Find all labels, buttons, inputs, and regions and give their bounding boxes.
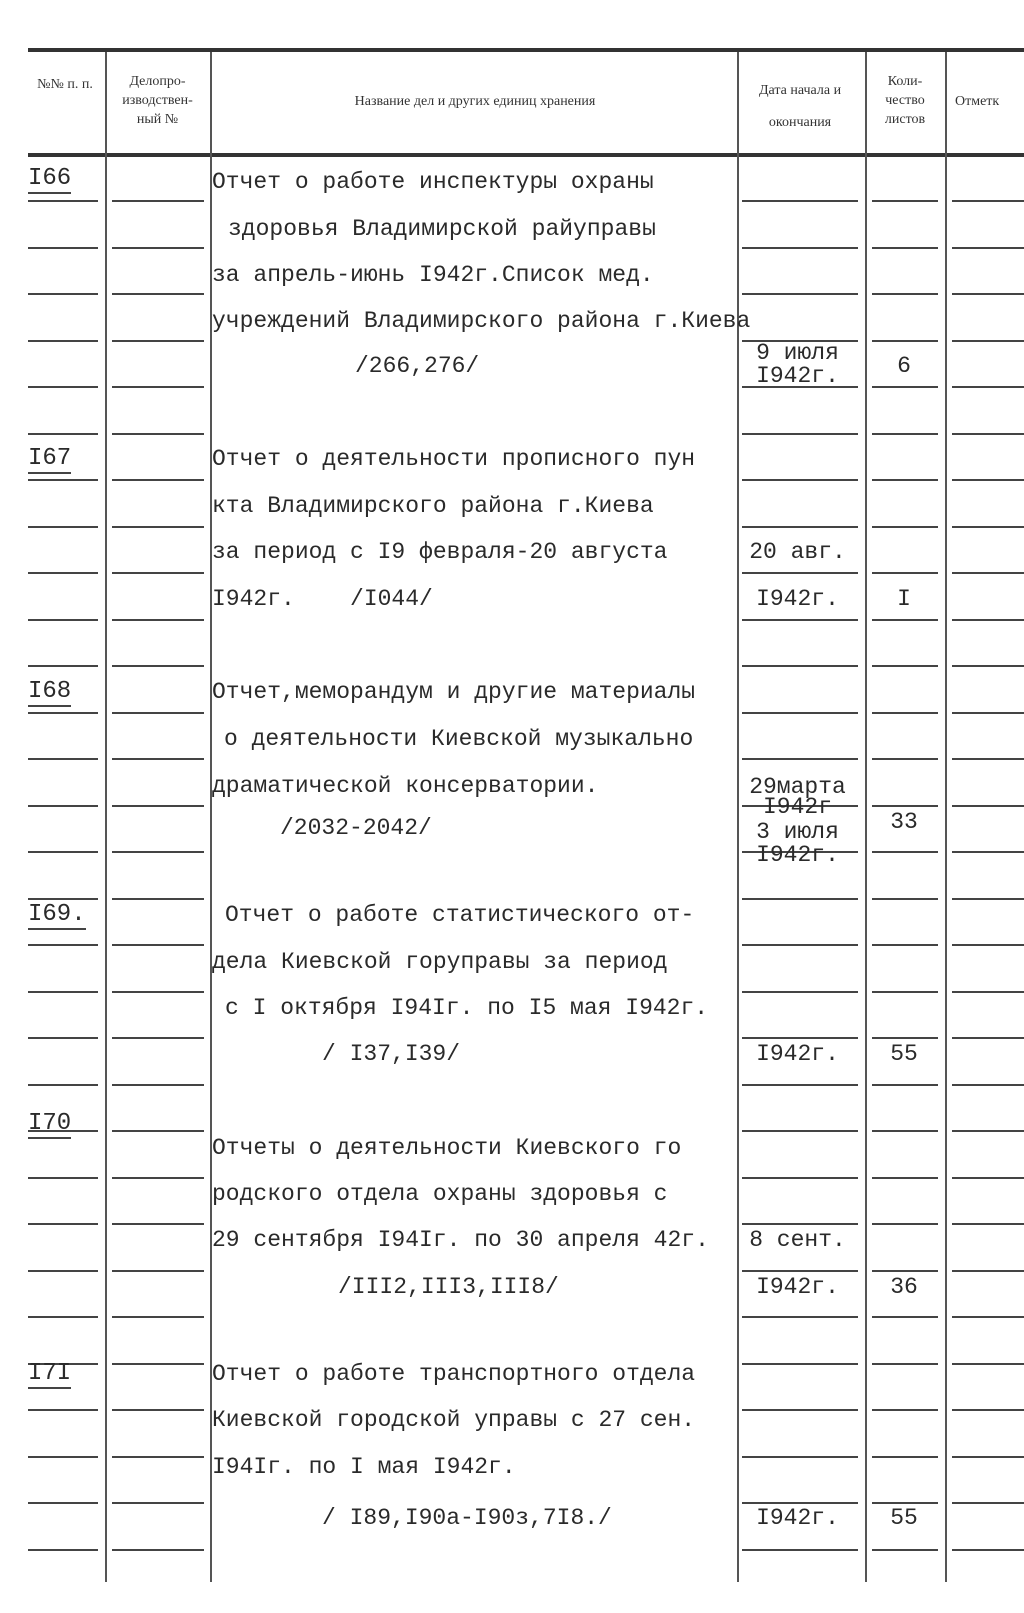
entry-title-line: родского отдела охраны здоровья с	[212, 1181, 668, 1207]
row-rule	[872, 1130, 938, 1132]
row-rule	[742, 898, 858, 900]
row-rule	[112, 1130, 204, 1132]
row-rule	[872, 898, 938, 900]
entry-title-line: за период с I9 февраля-20 августа	[212, 539, 668, 565]
row-rule	[742, 1130, 858, 1132]
row-rule	[742, 944, 858, 946]
entry-date: 29марта	[749, 774, 846, 800]
row-rule	[28, 805, 98, 807]
row-rule	[952, 1363, 1024, 1365]
entry-title-line: I94Iг. по I мая I942г.	[212, 1454, 516, 1480]
row-rule	[742, 1409, 858, 1411]
row-rule	[28, 1409, 98, 1411]
entry-title-line: /2032-2042/	[280, 815, 432, 841]
entry-date: I942г.	[756, 363, 839, 389]
entry-title-line: драматической консерватории.	[212, 773, 599, 799]
row-rule	[872, 991, 938, 993]
row-rule	[112, 293, 204, 295]
row-rule	[742, 293, 858, 295]
row-rule	[872, 200, 938, 202]
row-rule	[872, 1363, 938, 1365]
row-rule	[112, 340, 204, 342]
row-rule	[28, 898, 98, 900]
row-rule	[952, 805, 1024, 807]
row-rule	[872, 1456, 938, 1458]
row-rule	[952, 1409, 1024, 1411]
entry-sheet-count: 6	[897, 353, 911, 379]
row-rule	[742, 665, 858, 667]
row-rule	[28, 1549, 98, 1551]
row-rule	[952, 479, 1024, 481]
row-rule	[952, 1316, 1024, 1318]
entry-number: I7I	[28, 1360, 72, 1387]
column-divider	[737, 52, 739, 1582]
row-rule	[952, 712, 1024, 714]
row-rule	[952, 619, 1024, 621]
row-rule	[112, 1270, 204, 1272]
row-rule	[28, 479, 98, 481]
entry-title-line: здоровья Владимирской райуправы	[228, 216, 656, 242]
header-col-office-num: Делопро- изводствен- ный №	[122, 74, 193, 127]
row-rule	[952, 1456, 1024, 1458]
row-rule	[952, 1130, 1024, 1132]
row-rule	[112, 247, 204, 249]
row-rule	[112, 1363, 204, 1365]
row-rule	[742, 1549, 858, 1551]
row-rule	[112, 1084, 204, 1086]
entry-date: I942г.	[756, 842, 839, 868]
row-rule	[742, 1223, 858, 1225]
row-rule	[28, 247, 98, 249]
row-rule	[742, 712, 858, 714]
row-rule	[112, 665, 204, 667]
entry-number: I69.	[28, 901, 86, 928]
row-rule	[112, 1502, 204, 1504]
entry-title-line: Киевской городской управы с 27 сен.	[212, 1407, 696, 1433]
row-rule	[112, 619, 204, 621]
entry-title-line: Отчет о работе статистического от-	[225, 902, 695, 928]
row-rule	[112, 758, 204, 760]
row-rule	[952, 1037, 1024, 1039]
row-rule	[742, 200, 858, 202]
entry-title-line: /266,276/	[355, 353, 480, 379]
row-rule	[112, 991, 204, 993]
row-rule	[112, 1177, 204, 1179]
row-rule	[112, 1409, 204, 1411]
row-rule	[952, 665, 1024, 667]
row-rule	[112, 1456, 204, 1458]
row-rule	[28, 1223, 98, 1225]
row-rule	[872, 1037, 938, 1039]
row-rule	[28, 293, 98, 295]
row-rule	[872, 805, 938, 807]
row-rule	[28, 851, 98, 853]
row-rule	[872, 340, 938, 342]
row-rule	[28, 1270, 98, 1272]
row-rule	[112, 712, 204, 714]
entry-number: I67	[28, 445, 72, 472]
entry-title-line: о деятельности Киевской музыкально	[224, 726, 694, 752]
entry-title-line: учреждений Владимирского района г.Киева	[212, 308, 751, 334]
row-rule	[952, 1177, 1024, 1179]
row-rule	[28, 1316, 98, 1318]
row-rule	[112, 1549, 204, 1551]
row-rule	[28, 665, 98, 667]
header-col-title: Название дел и других единиц хранения	[354, 94, 596, 109]
row-rule	[872, 1549, 938, 1551]
entry-date: I942г.	[756, 1274, 839, 1300]
entry-sheet-count: 55	[890, 1505, 918, 1531]
row-rule	[28, 433, 98, 435]
row-rule	[28, 712, 98, 714]
row-rule	[742, 1177, 858, 1179]
entry-title-line: Отчет о деятельности прописного пун	[212, 446, 696, 472]
entry-number: I70	[28, 1110, 72, 1137]
entry-sheet-count: 33	[890, 809, 918, 835]
row-rule	[742, 1084, 858, 1086]
row-rule	[28, 526, 98, 528]
row-rule	[952, 851, 1024, 853]
row-rule	[112, 898, 204, 900]
header-col-notes: Отметк	[955, 94, 1000, 109]
entry-title-line: / I37,I39/	[322, 1041, 461, 1067]
row-rule	[742, 1270, 858, 1272]
row-rule	[742, 1363, 858, 1365]
row-rule	[28, 1177, 98, 1179]
row-rule	[112, 479, 204, 481]
entry-sheet-count: I	[897, 586, 911, 612]
row-rule	[952, 898, 1024, 900]
row-rule	[952, 247, 1024, 249]
entry-title-line: Отчет о работе инспектуры охраны	[212, 169, 654, 195]
header-top-rule	[28, 48, 1024, 52]
row-rule	[872, 293, 938, 295]
row-rule	[28, 944, 98, 946]
entry-title-line: Отчет о работе транспортного отдела	[212, 1361, 696, 1387]
entry-title-line: Отчет,меморандум и другие материалы	[212, 679, 696, 705]
entry-number: I68	[28, 678, 72, 705]
row-rule	[872, 1177, 938, 1179]
row-rule	[872, 526, 938, 528]
row-rule	[872, 433, 938, 435]
row-rule	[872, 619, 938, 621]
row-rule	[952, 1549, 1024, 1551]
row-rule	[872, 944, 938, 946]
row-rule	[742, 247, 858, 249]
row-rule	[872, 1223, 938, 1225]
header-bottom-rule	[28, 153, 1024, 157]
row-rule	[952, 1502, 1024, 1504]
entry-date: I942г	[762, 794, 832, 820]
row-rule	[952, 526, 1024, 528]
entry-date: I942г.	[756, 1041, 839, 1067]
row-rule	[952, 1223, 1024, 1225]
row-rule	[872, 1084, 938, 1086]
row-rule	[952, 340, 1024, 342]
row-rule	[28, 1084, 98, 1086]
row-rule	[952, 293, 1024, 295]
row-rule	[952, 1084, 1024, 1086]
entry-number: I66	[28, 165, 72, 192]
row-rule	[28, 386, 98, 388]
row-rule	[872, 851, 938, 853]
row-rule	[28, 619, 98, 621]
header-col-sheets: Коли- чество листов	[884, 74, 926, 127]
row-rule	[952, 386, 1024, 388]
column-divider	[945, 52, 947, 1582]
entry-title-line: I942г. /I044/	[212, 586, 433, 612]
entry-date: 20 авг.	[749, 539, 846, 565]
row-rule	[952, 433, 1024, 435]
row-rule	[28, 200, 98, 202]
row-rule	[742, 433, 858, 435]
row-rule	[952, 944, 1024, 946]
row-rule	[28, 758, 98, 760]
column-divider	[865, 52, 867, 1582]
row-rule	[872, 1316, 938, 1318]
row-rule	[872, 1502, 938, 1504]
entry-title-line: с I октября I94Iг. по I5 мая I942г.	[225, 995, 709, 1021]
row-rule	[112, 944, 204, 946]
row-rule	[112, 1037, 204, 1039]
column-divider	[105, 52, 107, 1582]
row-rule	[742, 479, 858, 481]
entry-sheet-count: 36	[890, 1274, 918, 1300]
row-rule	[742, 619, 858, 621]
row-rule	[742, 572, 858, 574]
row-rule	[742, 758, 858, 760]
entry-title-line: за апрель-июнь I942г.Список мед.	[212, 262, 654, 288]
row-rule	[872, 1409, 938, 1411]
row-rule	[112, 572, 204, 574]
entry-date: I942г.	[756, 586, 839, 612]
row-rule	[742, 1037, 858, 1039]
row-rule	[112, 851, 204, 853]
row-rule	[112, 433, 204, 435]
row-rule	[28, 1456, 98, 1458]
row-rule	[952, 572, 1024, 574]
row-rule	[872, 247, 938, 249]
row-rule	[28, 340, 98, 342]
entry-date: 8 сент.	[749, 1227, 846, 1253]
row-rule	[112, 805, 204, 807]
row-rule	[28, 991, 98, 993]
entry-title-line: Отчеты о деятельности Киевского го	[212, 1135, 682, 1161]
row-rule	[952, 1270, 1024, 1272]
row-rule	[872, 572, 938, 574]
row-rule	[28, 1037, 98, 1039]
entry-title-line: /III2,III3,III8/	[338, 1274, 559, 1300]
row-rule	[112, 1223, 204, 1225]
row-rule	[872, 386, 938, 388]
header-col-num: №№ п. п.	[37, 77, 93, 92]
row-rule	[742, 1502, 858, 1504]
row-rule	[872, 479, 938, 481]
entry-date: I942г.	[756, 1505, 839, 1531]
row-rule	[742, 1316, 858, 1318]
row-rule	[112, 1316, 204, 1318]
row-rule	[872, 712, 938, 714]
entry-title-line: кта Владимирского района г.Киева	[212, 493, 654, 519]
row-rule	[112, 200, 204, 202]
entry-title-line: / I89,I90а-I90з,7I8./	[322, 1505, 612, 1531]
row-rule	[872, 1270, 938, 1272]
row-rule	[952, 200, 1024, 202]
entry-date: 9 июля	[756, 340, 839, 366]
row-rule	[742, 526, 858, 528]
row-rule	[952, 991, 1024, 993]
header-col-dates: Дата начала и окончания	[758, 83, 842, 130]
row-rule	[952, 758, 1024, 760]
entry-title-line: 29 сентября I94Iг. по 30 апреля 42г.	[212, 1227, 709, 1253]
row-rule	[28, 572, 98, 574]
row-rule	[112, 386, 204, 388]
row-rule	[872, 758, 938, 760]
entry-title-line: дела Киевской горуправы за период	[212, 949, 668, 975]
row-rule	[742, 1456, 858, 1458]
entry-sheet-count: 55	[890, 1041, 918, 1067]
row-rule	[872, 665, 938, 667]
row-rule	[112, 526, 204, 528]
row-rule	[742, 991, 858, 993]
entry-date: 3 июля	[756, 819, 839, 845]
row-rule	[28, 1502, 98, 1504]
